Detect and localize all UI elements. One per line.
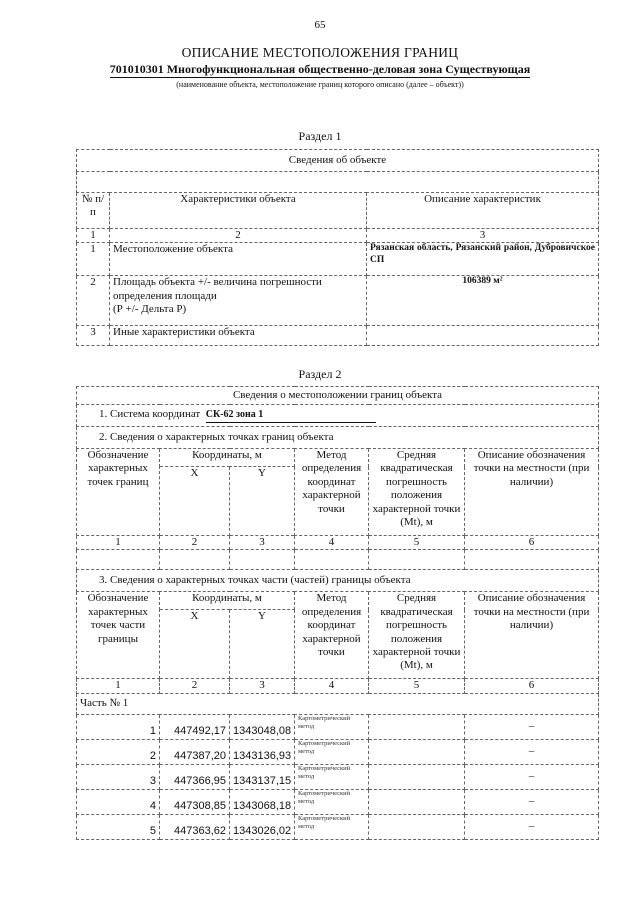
row-num: 1: [77, 243, 110, 276]
point-y: 1343026,02: [230, 814, 295, 839]
header-coordinates: Координаты, м: [160, 592, 295, 610]
table-row: [77, 789, 599, 814]
point-y: 1343068,18: [230, 789, 295, 814]
header-y: Y: [230, 610, 295, 679]
document-title: ОПИСАНИЕ МЕСТОПОЛОЖЕНИЯ ГРАНИЦ: [181, 45, 459, 60]
object-name: [0, 62, 640, 77]
header-description: Описание характеристик: [367, 193, 599, 229]
row-other-value: [367, 326, 599, 346]
point-y: 1343048,08: [230, 714, 295, 739]
row-num: 3: [77, 326, 110, 346]
point-x: 447366,95: [160, 764, 230, 789]
col-num-6: 6: [465, 679, 599, 693]
point-description: –: [465, 714, 599, 739]
table-row: [77, 714, 599, 739]
parts-section-title: 3. Сведения о характерных точках части (частей) границы объекта: [77, 570, 599, 592]
col-num-4: 4: [295, 679, 369, 693]
point-accuracy: [369, 739, 465, 764]
col-num-1: 1: [77, 229, 110, 243]
point-description: –: [465, 789, 599, 814]
point-description: –: [465, 764, 599, 789]
empty-cell: [369, 550, 465, 570]
table-row: [77, 764, 599, 789]
col-num-6: 6: [465, 536, 599, 550]
point-method: Картометрический метод: [295, 764, 369, 789]
row-location-value: Рязанская область, Рязанский район, Дубровичское СП: [367, 243, 599, 276]
object-info-table: [76, 149, 599, 346]
table-row: [77, 814, 599, 839]
point-accuracy: [369, 814, 465, 839]
header-num: № п/п: [77, 193, 110, 229]
header-characteristics: Характеристики объекта: [110, 193, 367, 229]
coordinate-system-value-line: [206, 408, 376, 422]
col-num-2: 2: [110, 229, 367, 243]
point-method: Картометрический метод: [295, 789, 369, 814]
point-number: 5: [77, 814, 160, 839]
empty-cell: [77, 550, 160, 570]
col-num-5: 5: [369, 536, 465, 550]
point-number: 1: [77, 714, 160, 739]
boundary-table-title: Сведения о местоположении границ объекта: [77, 387, 599, 405]
col-num-4: 4: [295, 536, 369, 550]
col-num-3: 3: [367, 229, 599, 243]
point-method: Картометрический метод: [295, 814, 369, 839]
col-num-2: 2: [160, 536, 230, 550]
point-description: –: [465, 814, 599, 839]
table-row: [77, 739, 599, 764]
empty-cell: [230, 550, 295, 570]
point-number: 4: [77, 789, 160, 814]
point-y: 1343137,15: [230, 764, 295, 789]
object-info-empty-row: [77, 172, 599, 193]
row-area-value: 106389 м²: [367, 276, 599, 326]
point-number: 3: [77, 764, 160, 789]
point-accuracy: [369, 789, 465, 814]
coordinate-system-label: 1. Система координат: [99, 408, 201, 421]
empty-cell: [160, 550, 230, 570]
col-num-1: 1: [77, 679, 160, 693]
object-name-note: (наименование объекта, местоположение границ которого описано (далее – объект)): [176, 80, 464, 89]
row-characteristic: Иные характеристики объекта: [110, 326, 367, 346]
point-x: 447492,17: [160, 714, 230, 739]
header-accuracy: Средняя квадратическая погрешность положения характерной точки (Mt), м: [369, 592, 465, 679]
header-method: Метод определения координат характерной точки: [295, 592, 369, 679]
col-num-5: 5: [369, 679, 465, 693]
empty-cell: [295, 550, 369, 570]
col-num-3: 3: [230, 679, 295, 693]
header-point-description: Описание обозначения точки на местности (при наличии): [465, 449, 599, 536]
empty-cell: [465, 550, 599, 570]
header-coordinates: Координаты, м: [160, 449, 295, 467]
header-point: Обозначение характерных точек границ: [77, 449, 160, 536]
point-method: Картометрический метод: [295, 739, 369, 764]
header-x: X: [160, 610, 230, 679]
row-num: 2: [77, 276, 110, 326]
boundary-table: [76, 386, 599, 840]
header-method: Метод определения координат характерной точки: [295, 449, 369, 536]
point-number: 2: [77, 739, 160, 764]
row-characteristic: Площадь объекта +/- величина погрешности определения площади (Р +/- Дельта Р): [110, 276, 367, 326]
section-2-title: Раздел 2: [298, 367, 342, 381]
col-num-3: 3: [230, 536, 295, 550]
header-accuracy: Средняя квадратическая погрешность положения характерной точки (Mt), м: [369, 449, 465, 536]
point-x: 447308,85: [160, 789, 230, 814]
point-method: Картометрический метод: [295, 714, 369, 739]
part-label: Часть № 1: [77, 693, 599, 714]
header-x: X: [160, 467, 230, 536]
col-num-1: 1: [77, 536, 160, 550]
header-point-description: Описание обозначения точки на местности (при наличии): [465, 592, 599, 679]
page-number: 65: [314, 19, 326, 31]
points-section-title: 2. Сведения о характерных точках границ объекта: [77, 427, 599, 449]
header-y: Y: [230, 467, 295, 536]
point-accuracy: [369, 764, 465, 789]
object-name-text: 701010301 Многофункциональная общественно-деловая зона Существующая: [109, 62, 531, 76]
header-point-part: Обозначение характерных точек части границы: [77, 592, 160, 679]
col-num-2: 2: [160, 679, 230, 693]
object-info-table-title: Сведения об объекте: [77, 150, 599, 172]
coordinate-system-row: [77, 405, 599, 427]
coordinate-system-value: СК-62 зона 1: [205, 409, 264, 421]
point-x: 447387,20: [160, 739, 230, 764]
point-y: 1343136,93: [230, 739, 295, 764]
row-characteristic: Местоположение объекта: [110, 243, 367, 276]
point-x: 447363,62: [160, 814, 230, 839]
point-accuracy: [369, 714, 465, 739]
section-1-title: Раздел 1: [298, 129, 342, 143]
point-description: –: [465, 739, 599, 764]
